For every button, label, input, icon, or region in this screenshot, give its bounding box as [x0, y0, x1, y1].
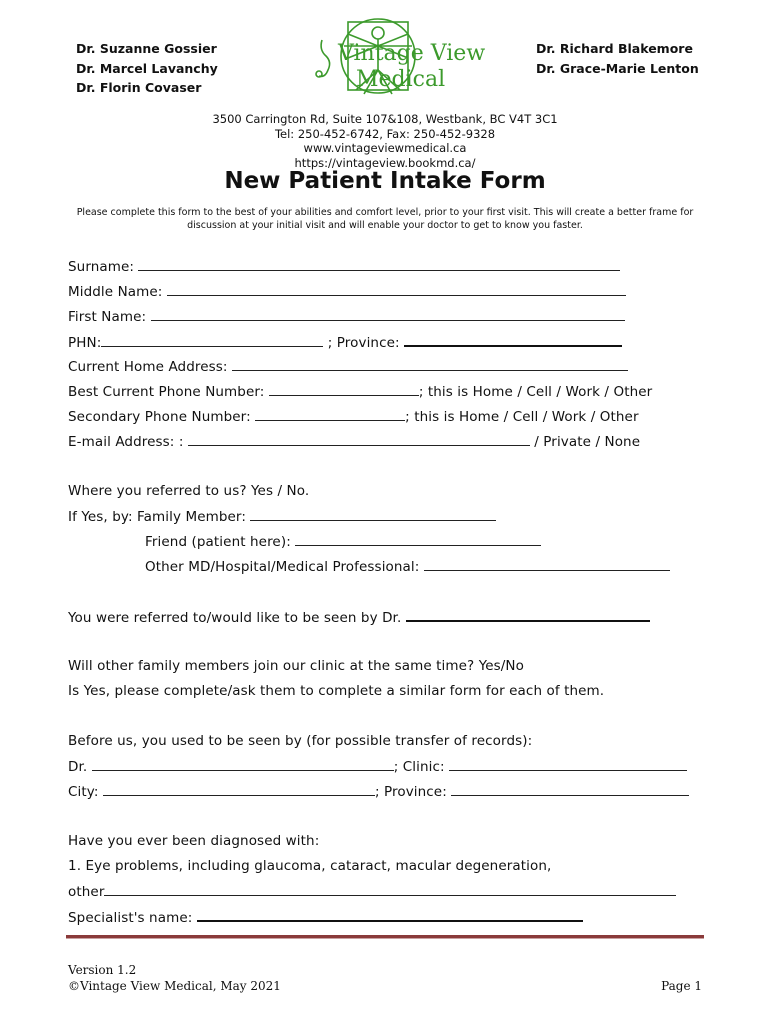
best-phone-field[interactable]	[269, 383, 419, 396]
vintage-view-medical-logo	[308, 12, 486, 107]
surname-label: Surname:	[68, 259, 135, 275]
city-label: City:	[68, 784, 99, 800]
secondary-phone-row	[68, 408, 639, 425]
doctor-name: Dr. Richard Blakemore	[536, 41, 693, 56]
previous-dr-label: Dr.	[68, 759, 88, 775]
booking-link[interactable]: https://vintageview.bookmd.ca/	[294, 155, 476, 170]
secondary-phone-type-label: ; this is Home / Cell / Work / Other	[405, 409, 639, 425]
family-member-label: If Yes, by: Family Member:	[68, 509, 246, 525]
family-member-field[interactable]	[250, 508, 496, 521]
contact-block	[0, 112, 770, 170]
middle-name-field[interactable]	[167, 283, 626, 296]
other-professional-label: Other MD/Hospital/Medical Professional:	[145, 559, 420, 575]
family-member-row	[68, 508, 496, 525]
phn-field[interactable]	[101, 334, 323, 347]
surname-row	[68, 258, 620, 275]
doctor-name: Dr. Grace-Marie Lenton	[536, 60, 699, 76]
previous-dr-field[interactable]	[92, 758, 394, 771]
home-address-field[interactable]	[232, 358, 628, 371]
diagnosis-intro: Have you ever been diagnosed with:	[68, 833, 320, 849]
seen-by-label: You were referred to/would like to be seen by Dr.	[68, 610, 402, 626]
best-phone-type-label: ; this is Home / Cell / Work / Other	[418, 384, 653, 400]
secondary-phone-field[interactable]	[255, 408, 405, 421]
email-type-label: / Private / None	[529, 434, 641, 450]
other-professional-row	[145, 558, 670, 575]
friend-field[interactable]	[295, 533, 541, 546]
city-field[interactable]	[103, 783, 375, 796]
footer-left	[68, 962, 281, 994]
previous-city-row	[68, 783, 689, 800]
email-label: E-mail Address: :	[68, 434, 184, 450]
vintage-view-wordmark	[337, 41, 485, 92]
page-number: Page 1	[661, 979, 702, 993]
referral-question: Where you referred to us? Yes / No.	[68, 483, 310, 499]
friend-row	[145, 533, 541, 550]
doctor-name: Dr. Suzanne Gossier	[76, 41, 217, 56]
doctor-name: Dr. Florin Covaser	[76, 80, 202, 95]
family-question: Will other family members join our clinic at the same time? Yes/No	[68, 658, 524, 674]
middle-name-label: Middle Name:	[68, 284, 163, 300]
secondary-phone-label: Secondary Phone Number:	[68, 409, 251, 425]
province-label: ; Province:	[374, 784, 447, 800]
friend-label: Friend (patient here):	[145, 534, 291, 550]
family-instruction: Is Yes, please complete/ask them to complete a similar form for each of them.	[68, 683, 605, 699]
previous-provider-intro: Before us, you used to be seen by (for possible transfer of records):	[68, 733, 533, 749]
previous-dr-row	[68, 758, 687, 775]
other-diagnosis-field[interactable]	[104, 883, 676, 896]
other-diagnosis-row	[68, 883, 676, 900]
province-field[interactable]	[451, 783, 689, 796]
page-title: New Patient Intake Form	[224, 168, 546, 194]
home-address-label: Current Home Address:	[68, 359, 228, 375]
clinic-field[interactable]	[449, 758, 687, 771]
version-text: Version 1.2	[68, 963, 137, 977]
phn-label: PHN:	[68, 335, 102, 351]
specialist-label: Specialist's name:	[68, 910, 193, 926]
doctors-right-list	[536, 39, 699, 78]
first-name-label: First Name:	[68, 309, 147, 325]
specialist-field[interactable]	[197, 908, 583, 922]
phn-province-label: ; Province:	[323, 335, 400, 351]
doctor-name: Dr. Marcel Lavanchy	[76, 60, 218, 76]
phn-row	[68, 333, 622, 351]
home-address-row	[68, 358, 628, 375]
best-phone-row	[68, 383, 652, 400]
seen-by-field[interactable]	[406, 608, 650, 622]
intro-text: Please complete this form to the best of your abilities and comfort level, prior to your first visit. This will create a better frame for discussion at your initial visit and will enable your doctor to get to know you faster.	[76, 207, 694, 231]
website-link[interactable]: www.vintageviewmedical.ca	[303, 141, 467, 155]
doctors-left-list	[76, 39, 218, 98]
first-name-field[interactable]	[151, 308, 625, 321]
email-row	[68, 433, 640, 450]
logo-line-2: Medical	[356, 67, 446, 92]
address: 3500 Carrington Rd, Suite 107&108, Westbank, BC V4T 3C1	[212, 112, 558, 126]
specialist-row	[68, 908, 583, 926]
eye-problems-item: 1. Eye problems, including glaucoma, cataract, macular degeneration,	[68, 858, 552, 874]
email-field[interactable]	[188, 433, 530, 446]
best-phone-label: Best Current Phone Number:	[68, 384, 265, 400]
phone-fax: Tel: 250-452-6742, Fax: 250-452-9328	[274, 126, 496, 141]
footer-divider	[66, 935, 704, 939]
middle-name-row	[68, 283, 626, 300]
first-name-row	[68, 308, 625, 325]
phn-province-field[interactable]	[404, 333, 622, 347]
clinic-label: ; Clinic:	[393, 759, 445, 775]
logo-line-1: Vintage View	[338, 41, 486, 66]
seen-by-row	[68, 608, 650, 626]
other-professional-field[interactable]	[424, 558, 670, 571]
surname-field[interactable]	[138, 258, 620, 271]
copyright-text: ©Vintage View Medical, May 2021	[68, 979, 281, 993]
other-diagnosis-label: other	[68, 884, 105, 900]
